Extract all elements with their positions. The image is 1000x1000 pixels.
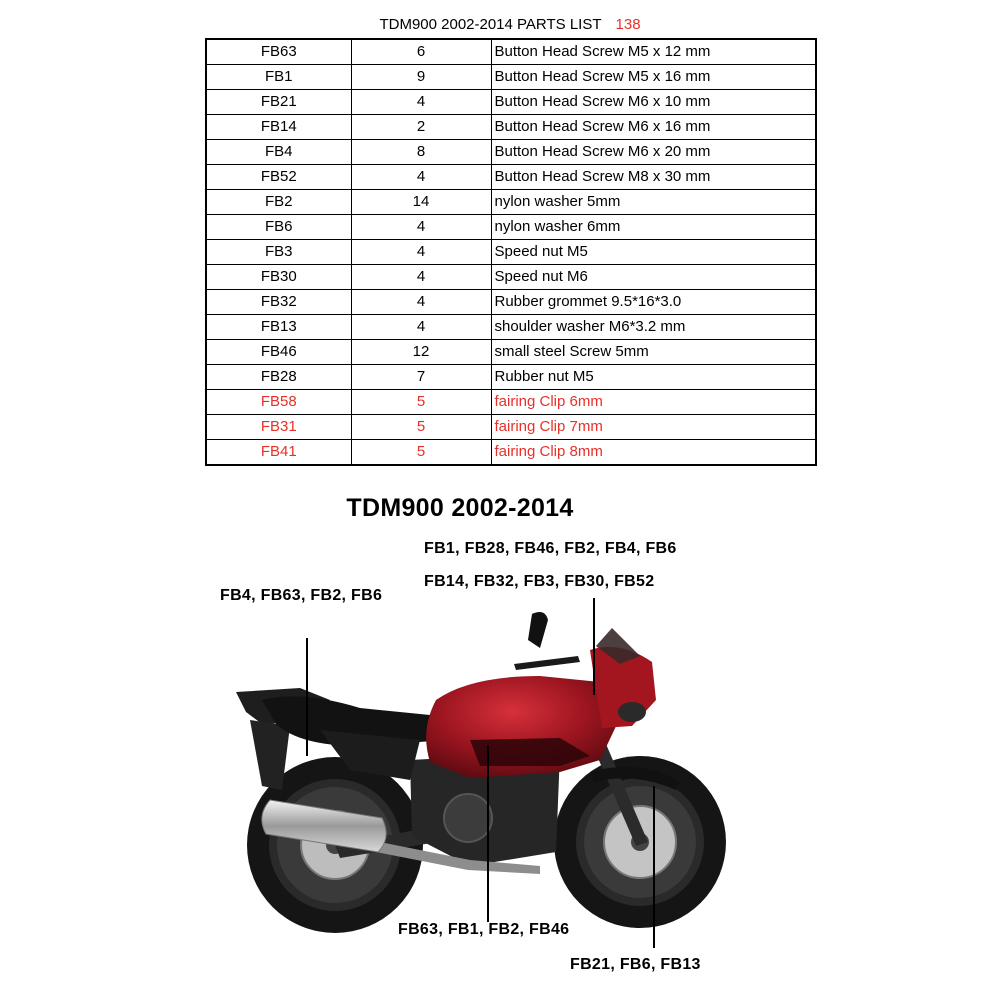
part-code-cell: FB28 (206, 365, 351, 390)
part-qty-cell: 7 (351, 365, 491, 390)
part-code-cell: FB32 (206, 290, 351, 315)
part-code-cell: FB30 (206, 265, 351, 290)
part-desc-cell: shoulder washer M6*3.2 mm (491, 315, 816, 340)
part-desc-cell: Button Head Screw M8 x 30 mm (491, 165, 816, 190)
parts-count: 138 (615, 16, 641, 33)
callout-front-upper-2: FB14, FB32, FB3, FB30, FB52 (424, 573, 655, 590)
part-code-cell: FB58 (206, 390, 351, 415)
callout-rear: FB4, FB63, FB2, FB6 (220, 587, 383, 604)
part-code-cell: FB1 (206, 65, 351, 90)
part-qty-cell: 4 (351, 215, 491, 240)
part-code-cell: FB2 (206, 190, 351, 215)
part-desc-cell: fairing Clip 8mm (491, 440, 816, 466)
part-code-cell: FB6 (206, 215, 351, 240)
part-desc-cell: Rubber nut M5 (491, 365, 816, 390)
part-qty-cell: 5 (351, 415, 491, 440)
mirror (528, 612, 548, 648)
part-code-cell: FB4 (206, 140, 351, 165)
part-code-cell: FB52 (206, 165, 351, 190)
parts-list-title-text: TDM900 2002-2014 PARTS LIST (379, 16, 602, 33)
part-code-cell: FB3 (206, 240, 351, 265)
part-desc-cell: nylon washer 6mm (491, 215, 816, 240)
callout-middle-bottom: FB63, FB1, FB2, FB46 (398, 921, 570, 938)
part-qty-cell: 2 (351, 115, 491, 140)
part-qty-cell: 5 (351, 440, 491, 466)
part-desc-cell: Speed nut M5 (491, 240, 816, 265)
part-qty-cell: 8 (351, 140, 491, 165)
part-qty-cell: 12 (351, 340, 491, 365)
part-desc-cell: fairing Clip 6mm (491, 390, 816, 415)
part-code-cell: FB46 (206, 340, 351, 365)
callout-front-upper-1: FB1, FB28, FB46, FB2, FB4, FB6 (424, 540, 677, 557)
part-desc-cell: small steel Screw 5mm (491, 340, 816, 365)
diagram-title: TDM900 2002-2014 (346, 494, 574, 522)
part-desc-cell: Button Head Screw M6 x 20 mm (491, 140, 816, 165)
part-qty-cell: 5 (351, 390, 491, 415)
callout-front-bottom: FB21, FB6, FB13 (570, 956, 701, 973)
part-qty-cell: 4 (351, 290, 491, 315)
part-desc-cell: Button Head Screw M5 x 12 mm (491, 39, 816, 65)
headlight (618, 702, 646, 722)
part-desc-cell: Button Head Screw M6 x 10 mm (491, 90, 816, 115)
part-code-cell: FB63 (206, 39, 351, 65)
part-desc-cell: nylon washer 5mm (491, 190, 816, 215)
part-desc-cell: Rubber grommet 9.5*16*3.0 (491, 290, 816, 315)
part-code-cell: FB13 (206, 315, 351, 340)
part-qty-cell: 14 (351, 190, 491, 215)
part-qty-cell: 4 (351, 165, 491, 190)
part-desc-cell: Button Head Screw M6 x 16 mm (491, 115, 816, 140)
part-qty-cell: 4 (351, 90, 491, 115)
part-qty-cell: 6 (351, 39, 491, 65)
part-qty-cell: 4 (351, 265, 491, 290)
part-qty-cell: 9 (351, 65, 491, 90)
part-code-cell: FB21 (206, 90, 351, 115)
part-desc-cell: Speed nut M6 (491, 265, 816, 290)
part-code-cell: FB14 (206, 115, 351, 140)
part-code-cell: FB31 (206, 415, 351, 440)
part-desc-cell: fairing Clip 7mm (491, 415, 816, 440)
part-qty-cell: 4 (351, 315, 491, 340)
part-desc-cell: Button Head Screw M5 x 16 mm (491, 65, 816, 90)
part-code-cell: FB41 (206, 440, 351, 466)
part-qty-cell: 4 (351, 240, 491, 265)
handlebar (514, 656, 580, 670)
